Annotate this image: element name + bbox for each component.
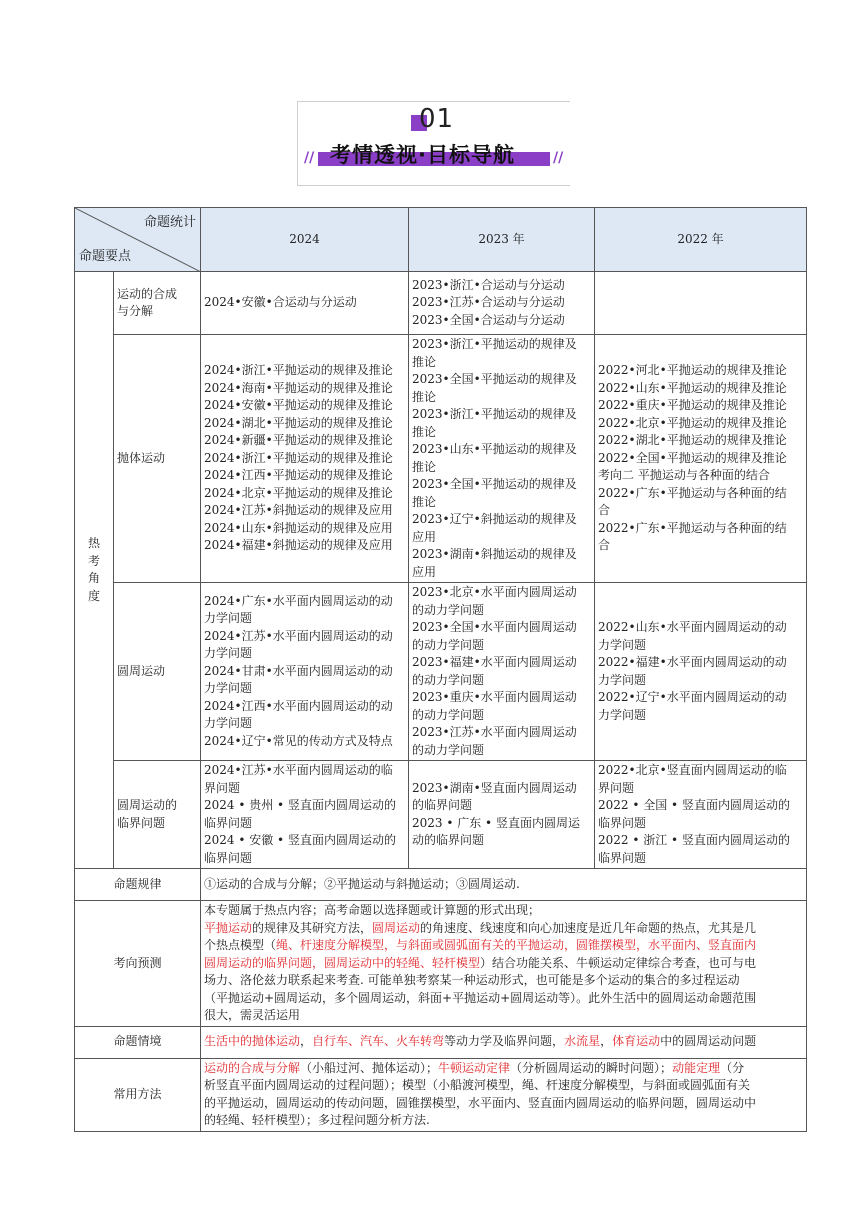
cell-line: 2022•北京•平抛运动的规律及推论 [598, 415, 787, 430]
cell-line: 2024•辽宁•常见的传动方式及特点 [204, 733, 393, 748]
paragraph-line [204, 972, 803, 990]
exam-statistics-table [74, 207, 807, 1132]
cell-line: 2024•江苏•斜抛运动的规律及应用 [204, 503, 393, 518]
topic-cell [114, 272, 201, 335]
guidance-content [201, 869, 807, 901]
header-year-2022: 2022 年 [595, 208, 807, 272]
year-2022-cell [595, 272, 807, 335]
header-year-2024: 2024 [201, 208, 409, 272]
guidance-row [75, 901, 807, 1027]
topic-cell [114, 335, 201, 583]
cell-line: 临界问题 [598, 815, 647, 830]
cell-line: 2023 • 广东 • 竖直面内圆周运 [412, 815, 580, 830]
highlighted-text: 水流星 [564, 1034, 601, 1049]
year-2023-cell [409, 272, 595, 335]
year-2024-cell [201, 583, 409, 761]
cell-line: 力学问题 [204, 646, 253, 661]
highlighted-text: 绳、杆速度分解模型，与斜面或圆弧面有关的平抛运动，圆锥摆模型，水平面内、竖直面内 [276, 938, 757, 952]
cell-line: 2022 • 浙江 • 竖直面内圆周运动的 [598, 833, 790, 847]
cell-line: 2024•浙江•平抛运动的规律及推论 [204, 363, 393, 378]
cell-line: 2024•福建•斜抛运动的规律及应用 [204, 538, 393, 553]
cell-line: 2023•浙江•平抛运动的规律及 [412, 407, 577, 421]
body-text: 场力、洛伦兹力联系起来考查. 可能单独考察某一种运动形式，也可能是多个运动的集合的多过程运动 [204, 973, 740, 987]
cell-line: 2024•江西•平抛运动的规律及推论 [204, 468, 393, 483]
cell-line: 2024•海南•平抛运动的规律及推论 [204, 380, 393, 395]
paragraph-line [204, 937, 803, 955]
cell-line: 2022•福建•水平面内圆周运动的动 [598, 655, 787, 669]
corner-bottom-label: 命题要点 [79, 248, 132, 264]
table-row [75, 761, 807, 869]
cell-line: 2024•山东•斜抛运动的规律及应用 [204, 520, 393, 535]
cell-line: 推论 [412, 389, 437, 404]
cell-line: 2023•重庆•水平面内圆周运动 [412, 690, 577, 704]
corner-top-label: 命题统计 [143, 215, 196, 230]
guidance-row [75, 869, 807, 901]
cell-line: 的动力学问题 [412, 637, 485, 652]
guidance-content [201, 1058, 807, 1131]
cell-line: 2023•江苏•合运动与分运动 [412, 295, 565, 310]
cell-line: 2024•江苏•水平面内圆周运动的动 [204, 628, 393, 643]
cell-line: 2023•湖南•竖直面内圆周运动 [412, 780, 577, 795]
cell-line: 界问题 [204, 780, 241, 795]
body-text: 很大，需灵活运用 [204, 1008, 301, 1022]
table-row [75, 583, 807, 761]
cell-line: 2023•北京•水平面内圆周运动 [412, 585, 577, 599]
guidance-row [75, 1026, 807, 1058]
guidance-content [201, 1026, 807, 1058]
cell-line: 考向二 平抛运动与各种面的结合 [598, 468, 770, 483]
paragraph-line [204, 955, 803, 973]
table-header-row [75, 208, 807, 272]
highlighted-text: 圆周运动的临界问题，圆周运动中的轻绳、轻杆模型 [204, 955, 481, 970]
cell-line: 2023•全国•平抛运动的规律及 [412, 372, 577, 386]
cell-line: 2024•广东•水平面内圆周运动的动 [204, 593, 393, 608]
year-2023-cell [409, 583, 595, 761]
body-text: （分 [720, 1060, 745, 1075]
cell-line: 2024 • 安徽 • 竖直面内圆周运动的 [204, 833, 396, 847]
cell-line: 2022•广东•平抛运动与各种面的结 [598, 485, 787, 500]
cell-line: 推论 [412, 424, 437, 439]
paragraph-line [204, 876, 803, 894]
cell-line: 推论 [412, 354, 437, 369]
cell-line: 的动力学问题 [412, 707, 485, 722]
cell-line: 2023•江苏•水平面内圆周运动 [412, 725, 577, 739]
header-corner-cell [75, 208, 201, 272]
paragraph-line [204, 1077, 803, 1095]
year-2024-cell [201, 335, 409, 583]
body-text: 个热点模型（ [204, 938, 277, 952]
guidance-label: 命题情境 [75, 1026, 201, 1058]
paragraph-line [204, 990, 803, 1008]
body-text: 本专题属于热点内容；高考命题以选择题或计算题的形式出现； [204, 903, 541, 917]
cell-line: 临界问题 [204, 815, 253, 830]
table-row [75, 272, 807, 335]
cell-line: 的临界问题 [412, 798, 473, 812]
body-text: ， [300, 1034, 313, 1049]
cell-line: 2022•山东•平抛运动的规律及推论 [598, 380, 787, 395]
cell-line: 2022•北京•竖直面内圆周运动的临 [598, 763, 787, 777]
cell-line: 2023•浙江•平抛运动的规律及 [412, 337, 577, 351]
cell-line: 2023•全国•平抛运动的规律及 [412, 477, 577, 491]
cell-line: 2024•湖北•平抛运动的规律及推论 [204, 415, 393, 430]
cell-line: 力学问题 [598, 707, 647, 722]
year-2024-cell [201, 272, 409, 335]
banner-title: 考情透视·目标导航 [330, 143, 515, 167]
cell-line: 2024•甘肃•水平面内圆周运动的动 [204, 663, 393, 678]
cell-line: 动的临界问题 [412, 833, 485, 847]
highlighted-text: 生活中的抛体运动 [204, 1034, 301, 1049]
cell-line: 2024•北京•平抛运动的规律及推论 [204, 485, 393, 500]
guidance-label: 考向预测 [75, 901, 201, 1027]
body-text: 中的圆周运动问题 [660, 1034, 757, 1049]
body-text: （小船过河、抛体运动）； [300, 1060, 439, 1075]
cell-line: 的动力学问题 [412, 602, 485, 617]
cell-line: 2023•浙江•合运动与分运动 [412, 277, 565, 292]
cell-line: 合 [598, 538, 611, 553]
cell-line: 2024•江苏•水平面内圆周运动的临 [204, 763, 393, 777]
highlighted-text: 运动的合成与分解 [204, 1060, 301, 1075]
cell-line: 2022 • 全国 • 竖直面内圆周运动的 [598, 798, 790, 812]
cell-line: 临界问题 [117, 815, 166, 830]
cell-line: 2023•辽宁•斜抛运动的规律及 [412, 512, 577, 526]
body-text: 析竖直平面内圆周运动的过程问题）；模型（小船渡河模型，绳、杆速度分解模型，与斜面或圆弧面有关 [204, 1078, 751, 1092]
highlighted-text: 自行车、汽车、火车转弯 [312, 1034, 445, 1049]
cell-line: 2024 • 贵州 • 竖直面内圆周运动的 [204, 798, 396, 812]
guidance-row [75, 1058, 807, 1131]
body-text: 的规律及其研究方法， [252, 920, 373, 935]
paragraph-line [204, 920, 803, 938]
body-text: （平抛运动+圆周运动，多个圆周运动，斜面+平抛运动+圆周运动等）。此外生活中的圆周运动命题范围 [204, 990, 757, 1005]
body-text: 的平抛运动，圆周运动的传动问题，圆锥摆模型，水平面内、竖直面内圆周运动的临界问题，圆周运动中 [204, 1095, 757, 1110]
highlighted-text: 动能定理 [672, 1060, 721, 1075]
cell-line: 2024•新疆•平抛运动的规律及推论 [204, 433, 393, 448]
cell-line: 力学问题 [204, 681, 253, 696]
topic-cell [114, 761, 201, 869]
body-text: ①运动的合成与分解；②平抛运动与斜抛运动；③圆周运动. [204, 876, 520, 891]
cell-line: 临界问题 [204, 850, 253, 865]
cell-line: 应用 [412, 564, 437, 579]
cell-line: 力学问题 [598, 637, 647, 652]
year-2022-cell [595, 335, 807, 583]
section-banner [297, 101, 570, 186]
cell-line: 2024•安徽•平抛运动的规律及推论 [204, 398, 393, 413]
paragraph-line [204, 1033, 803, 1051]
paragraph-line [204, 1007, 803, 1025]
cell-line: 2022•辽宁•水平面内圆周运动的动 [598, 690, 787, 704]
cell-line: 2023•山东•平抛运动的规律及 [412, 442, 577, 456]
body-text: ， [600, 1034, 613, 1049]
year-2022-cell [595, 583, 807, 761]
cell-line: 2022•广东•平抛运动与各种面的结 [598, 520, 787, 535]
cell-line: 合 [598, 503, 611, 518]
highlighted-text: 牛顿运动定律 [438, 1060, 511, 1075]
cell-line: 2023•湖南•斜抛运动的规律及 [412, 547, 577, 561]
banner-slash-right: // [553, 150, 564, 166]
highlighted-text: 平抛运动 [204, 920, 253, 935]
cell-line: 推论 [412, 459, 437, 474]
header-year-2023: 2023 年 [409, 208, 595, 272]
cell-line: 力学问题 [204, 716, 253, 731]
banner-number: 01 [419, 104, 455, 134]
body-text: 的角速度、线速度和向心加速度是近几年命题的热点，尤其是几 [420, 920, 757, 935]
paragraph-line [204, 902, 803, 920]
body-text: （分析圆周运动的瞬时问题）； [510, 1060, 673, 1075]
paragraph-line [204, 1112, 803, 1130]
guidance-label: 命题规律 [75, 869, 201, 901]
cell-line: 2023•全国•合运动与分运动 [412, 312, 565, 327]
cell-line: 2022•全国•平抛运动的规律及推论 [598, 450, 787, 465]
topic-cell [114, 583, 201, 761]
guidance-content [201, 901, 807, 1027]
cell-line: 2022•山东•水平面内圆周运动的动 [598, 620, 787, 634]
cell-line: 2024•浙江•平抛运动的规律及推论 [204, 450, 393, 465]
cell-line: 2022•湖北•平抛运动的规律及推论 [598, 433, 787, 448]
year-2022-cell [595, 761, 807, 869]
paragraph-line [204, 1060, 803, 1078]
banner-slash-left: // [304, 150, 315, 166]
body-text: ）结合功能关系、牛顿运动定律综合考查，也可与电 [480, 955, 757, 970]
cell-line: 界问题 [598, 780, 635, 795]
guidance-label: 常用方法 [75, 1058, 201, 1131]
cell-line: 运动的合成 [117, 286, 178, 301]
cell-line: 应用 [412, 529, 437, 544]
cell-line: 抛体运动 [117, 450, 166, 465]
highlighted-text: 圆周运动 [372, 920, 421, 935]
cell-line: 2022•重庆•平抛运动的规律及推论 [598, 398, 787, 413]
cell-line: 的动力学问题 [412, 672, 485, 687]
cell-line: 临界问题 [598, 850, 647, 865]
cell-line: 力学问题 [204, 611, 253, 626]
cell-line: 2023•福建•水平面内圆周运动 [412, 655, 577, 669]
year-2023-cell [409, 761, 595, 869]
year-2024-cell [201, 761, 409, 869]
cell-line: 推论 [412, 494, 437, 509]
cell-line: 2024•江西•水平面内圆周运动的动 [204, 698, 393, 713]
table-row [75, 335, 807, 583]
cell-line: 2022•河北•平抛运动的规律及推论 [598, 363, 787, 378]
cell-line: 圆周运动的 [117, 798, 178, 812]
cell-line: 力学问题 [598, 672, 647, 687]
highlighted-text: 体育运动 [612, 1034, 661, 1049]
cell-line: 2023•全国•水平面内圆周运动 [412, 620, 577, 634]
section-label-hot-angles: 热 考 角 度 [75, 272, 114, 869]
paragraph-line [204, 1095, 803, 1113]
cell-line: 圆周运动 [117, 663, 166, 678]
cell-line: 2024•安徽•合运动与分运动 [204, 295, 357, 310]
cell-line: 的动力学问题 [412, 742, 485, 757]
body-text: 等动力学及临界问题， [444, 1034, 565, 1049]
year-2023-cell [409, 335, 595, 583]
cell-line: 与分解 [117, 304, 154, 318]
body-text: 的轻绳、轻杆模型）；多过程问题分析方法. [204, 1113, 430, 1127]
